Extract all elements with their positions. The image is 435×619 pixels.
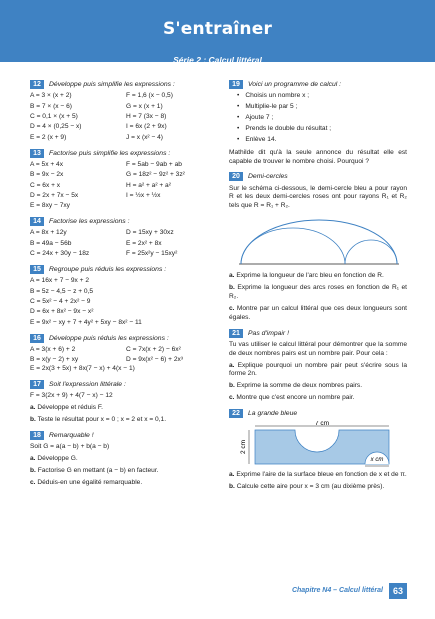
expression: G = 18z² − 9z² + 3z² — [126, 171, 185, 179]
question-text: Montre que c'est encore un nombre pair. — [236, 394, 355, 402]
expression: D = 6x + 8x² − 9x − x² — [30, 308, 94, 316]
expression: I = ½x + ½x — [126, 191, 161, 199]
exercise-number: 16 — [30, 334, 44, 343]
expression-grid — [30, 346, 218, 365]
header-banner — [0, 0, 435, 65]
right-column — [229, 80, 407, 498]
exercise-number: 20 — [229, 172, 243, 181]
question-label: a. — [30, 454, 36, 462]
expression: D = 15xy + 30xz — [126, 229, 174, 237]
exercise-title: La grande bleue — [248, 410, 298, 418]
exercise-number: 14 — [30, 217, 44, 226]
exercise-title: Factorise puis simplifie les expressions : — [49, 149, 171, 157]
exercise-number: 15 — [30, 265, 44, 274]
exercise-number: 21 — [229, 329, 243, 338]
exercise-21 — [229, 329, 407, 404]
question-label: b. — [229, 382, 235, 390]
question-label: c. — [30, 478, 36, 486]
program-steps — [229, 92, 407, 144]
question-text: Exprime la longueur des arcs roses en fonction de R₁ et R₂. — [229, 284, 407, 300]
x-label: x cm — [370, 457, 384, 464]
expression-grid — [30, 229, 218, 259]
exercise-title: Pas d'impair ! — [248, 329, 289, 337]
expression: J = x (x² − 4) — [126, 133, 164, 141]
question-text: Déduis-en une égalité remarquable. — [37, 478, 143, 486]
expression: E = 2 (x + 9) — [30, 133, 67, 141]
question-label: c. — [229, 394, 235, 402]
exercise-title: Développe puis simplifie les expressions : — [49, 81, 175, 88]
expression: A = 3 × (x + 2) — [30, 92, 72, 100]
exercise-text: Tu vas utiliser le calcul littéral pour démontrer que la somme de deux nombres pairs est un nombre pair. Pour cela : — [229, 340, 407, 357]
exercise-18 — [30, 431, 218, 488]
question-label: b. — [30, 466, 36, 474]
exercise-number: 17 — [30, 380, 44, 389]
page-number: 63 — [389, 583, 407, 599]
expression: B = 49a − 56b — [30, 239, 72, 247]
exercise-number: 13 — [30, 149, 44, 158]
expression-grid — [30, 161, 218, 211]
question-label: b. — [30, 416, 36, 424]
expression: F = 5ab − 9ab + ab — [126, 160, 182, 168]
exercise-number: 19 — [229, 80, 243, 89]
left-column — [30, 80, 218, 494]
page-footer — [292, 583, 407, 599]
expression: C = 7x(x + 2) − 6x² — [126, 345, 181, 353]
question-text: Explique pourquoi un nombre pair peut s'écrire sous la forme 2n. — [229, 361, 407, 378]
expression-grid — [30, 92, 218, 142]
expression: B = 7 × (x − 6) — [30, 102, 72, 110]
question-label: a. — [30, 404, 36, 412]
exercise-15 — [30, 265, 218, 328]
exercise-number: 22 — [229, 409, 243, 418]
expression: D = 4 × (0,25 − x) — [30, 123, 82, 131]
exercise-number: 18 — [30, 431, 44, 440]
width-label: 7 cm — [314, 421, 330, 428]
question-text: Exprime la somme de deux nombres pairs. — [236, 382, 363, 390]
expression: A = 16x + 7 − 9x + 2 — [30, 277, 90, 285]
exercise-title: Factorise les expressions : — [49, 218, 130, 226]
expression: F = 1,6 (x − 0,5) — [126, 92, 173, 100]
question-text: Exprime l'aire de la surface bleue en fonction de x et de π. — [236, 471, 407, 479]
expression: H = a² + a² + a² — [126, 181, 171, 189]
exercise-title: Demi-cercles — [248, 173, 288, 181]
exercise-14 — [30, 217, 218, 259]
expression: A = 5x + 4x — [30, 160, 63, 168]
question-label: a. — [229, 272, 235, 280]
program-step: • Choisis un nombre x ; — [237, 92, 407, 101]
exercise-title: Remarquable ! — [49, 431, 94, 439]
exercise-title: Développe puis réduis les expressions : — [49, 334, 169, 342]
section-subtitle: Série 2 : Calcul littéral — [173, 55, 262, 65]
exercise-20 — [229, 172, 407, 322]
expression: I = 6x (2 + 9x) — [126, 123, 167, 131]
exercise-16 — [30, 334, 218, 374]
expression: B = 9x − 2x — [30, 171, 64, 179]
exercise-17 — [30, 380, 218, 425]
exercise-title: Voici un programme de calcul : — [248, 81, 342, 88]
pink-semicircle-large — [241, 228, 345, 264]
expression: E = 9x² − xy + 7 + 4y² + 5xy − 8x² − 11 — [30, 318, 142, 326]
blue-shape-figure — [229, 421, 407, 467]
question-label: c. — [229, 304, 235, 312]
expression: A = 3(x + 6) + 2 — [30, 345, 76, 353]
exercise-13 — [30, 149, 218, 212]
question-text: Factorise G en mettant (a − b) en facteur. — [37, 466, 159, 474]
question-label: a. — [229, 361, 235, 369]
expression: H = 7 (3x − 8) — [126, 112, 167, 120]
expression: B = x(y − 2) + xy — [30, 356, 79, 364]
expression: F = 25x²y − 15xy² — [126, 250, 178, 258]
expression: A = 8x + 12y — [30, 229, 67, 237]
blue-semicircle — [241, 220, 397, 264]
question-text: Calcule cette aire pour x = 3 cm (au dixième près). — [236, 483, 385, 491]
expression — [126, 202, 218, 211]
question-label: b. — [229, 284, 235, 292]
exercise-title: Regroupe puis réduis les expressions : — [49, 266, 167, 274]
exercise-19 — [229, 80, 407, 166]
pink-semicircle-small — [345, 240, 397, 264]
exercise-text: Mathilde dit qu'à la seule annonce du résultat elle est capable de trouver le nombre choisi. Pourquoi ? — [229, 148, 407, 165]
page-title: S'entraîner — [162, 19, 273, 39]
expression: C = 5x² − 4 + 2x² − 9 — [30, 298, 91, 306]
expression: C = 0,1 × (x + 5) — [30, 112, 78, 120]
expression: C = 24x + 30y − 18z — [30, 250, 90, 258]
question-text: Développe G. — [37, 454, 78, 462]
expression: Soit G = a(a − b) + b(a − b) — [30, 443, 110, 451]
exercise-22 — [229, 409, 407, 492]
expression: E = 2x² + 8x — [126, 239, 162, 247]
expression: D = 9x(x² − 6) + 2x³ — [126, 356, 183, 364]
chapter-label: Chapitre N4 – Calcul littéral — [291, 587, 383, 595]
question-text: Teste le résultat pour x = 0 ; x = 2 et x = 0,1. — [37, 416, 167, 424]
exercise-number: 12 — [30, 80, 44, 89]
question-label: b. — [229, 483, 235, 491]
program-step: • Prends le double du résultat ; — [237, 125, 407, 134]
expression: F = 3(2x + 9) + 4(7 − x) − 12 — [30, 392, 113, 400]
program-step: • Multiplie-le par 5 ; — [237, 103, 407, 112]
expression: G = x (x + 1) — [126, 102, 163, 110]
question-text: Montre par un calcul littéral que ces deux longueurs sont égales. — [229, 304, 407, 321]
expression: E = 8xy − 7xy — [30, 202, 70, 210]
exercise-12 — [30, 80, 218, 143]
exercise-title: Soit l'expression littérale : — [49, 381, 126, 389]
exercise-text: Sur le schéma ci-dessous, le demi-cercle bleu a pour rayon R et les deux demi-cercles roses ont pour rayons R₁ et R₂ tels que R = R₁ + R₂. — [229, 184, 407, 210]
expression: B = 5z − 4,5 − z + 0,5 — [30, 287, 94, 295]
question-label: a. — [229, 471, 235, 479]
program-step: • Enlève 14. — [237, 136, 407, 145]
expression: E = 2x(3 + 5x) + 8x(7 − x) + 4(x − 1) — [30, 365, 135, 373]
question-text: Exprime la longueur de l'arc bleu en fonction de R. — [236, 272, 384, 280]
height-label: 2 cm — [240, 440, 247, 455]
semicircles-figure — [229, 214, 407, 268]
program-step: • Ajoute 7 ; — [237, 114, 407, 123]
question-text: Développe et réduis F. — [37, 404, 103, 412]
expression: D = 2x + 7x − 5x — [30, 191, 79, 199]
expression: C = 6x + x — [30, 181, 61, 189]
